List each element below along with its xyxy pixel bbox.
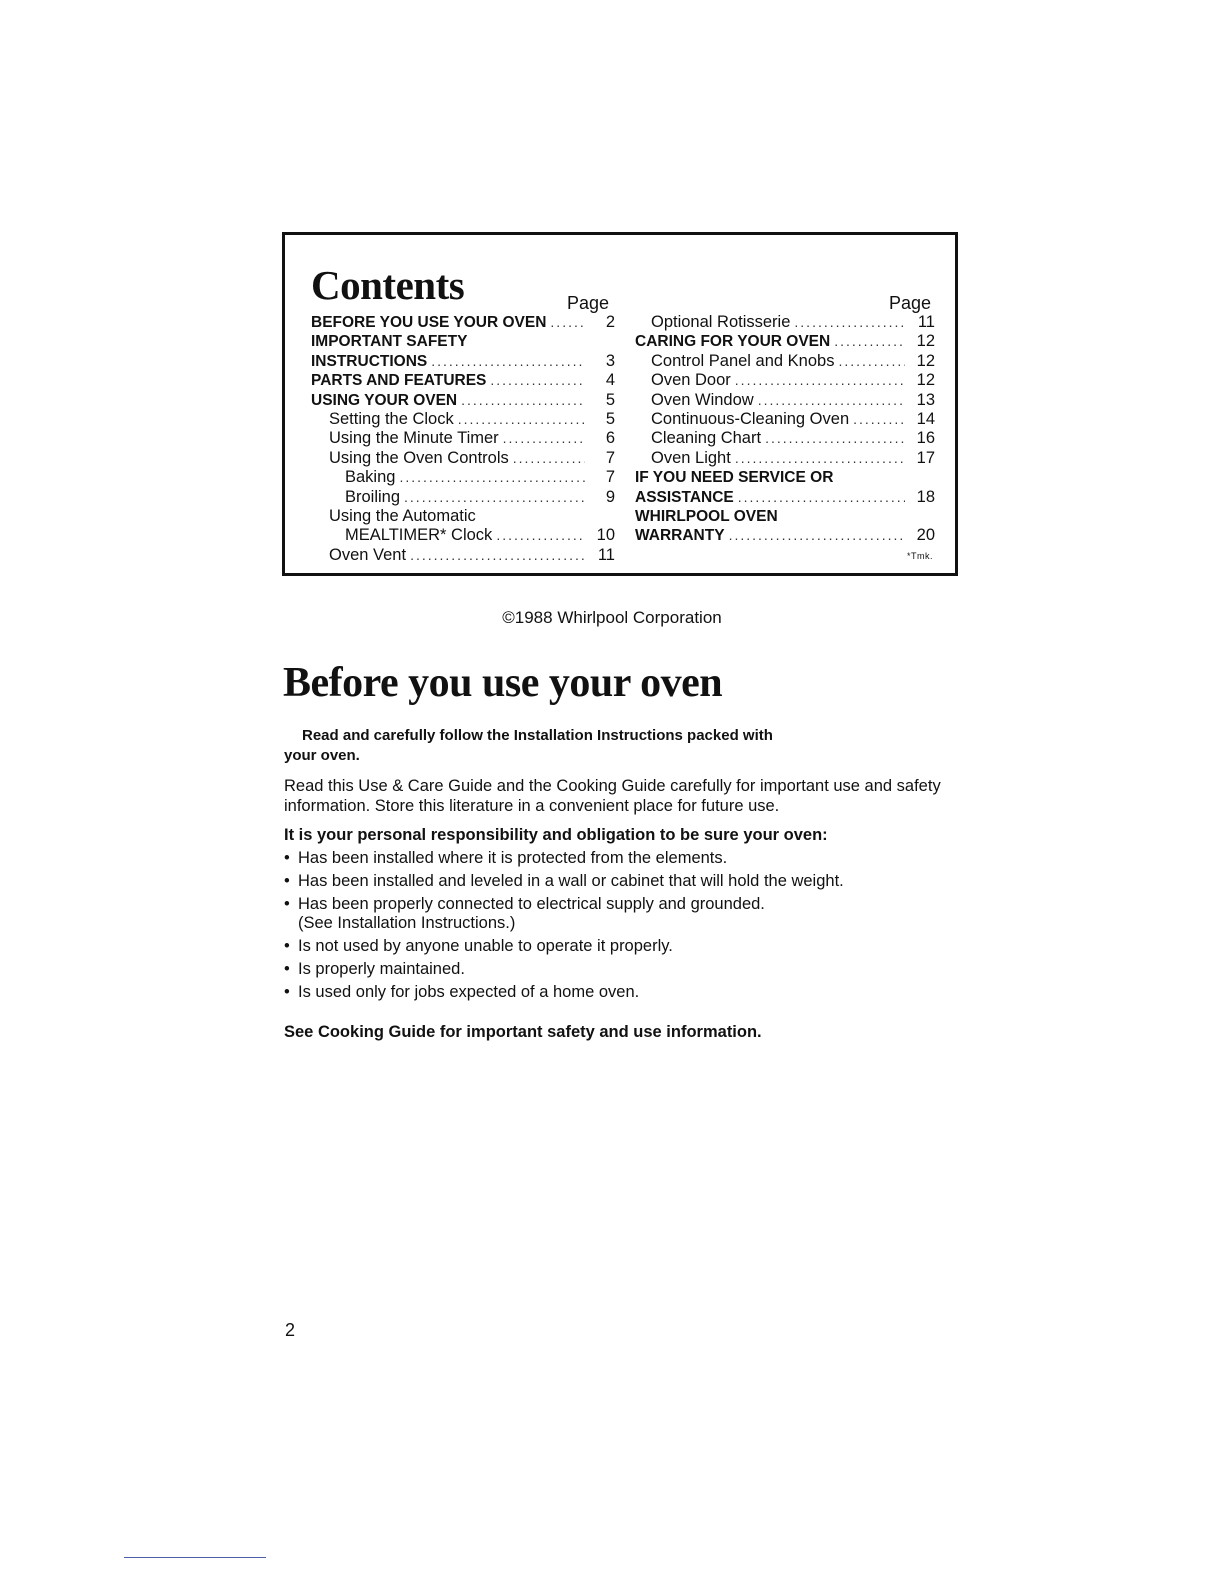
copyright-notice: ©1988 Whirlpool Corporation — [502, 608, 722, 627]
toc-entry-label: USING YOUR OVEN — [311, 391, 458, 409]
toc-entry-label: Cleaning Chart — [651, 429, 762, 448]
toc-entry-label: IF YOU NEED SERVICE OR — [635, 469, 834, 487]
toc-entry — [635, 449, 935, 468]
toc-leader-dots — [853, 410, 905, 429]
toc-leader-dots — [729, 526, 905, 545]
toc-entry-page: 12 — [916, 332, 935, 351]
toc-entry — [311, 546, 615, 565]
toc-entry-label: Oven Light — [651, 448, 731, 467]
list-item: • Is properly maintained. — [284, 960, 964, 979]
toc-entry — [635, 371, 935, 390]
list-item: • Has been properly connected to electrical supply and grounded. (See Installation Instructions.) — [284, 895, 964, 933]
toc-leader-dots — [550, 313, 585, 332]
toc-entry-page: 6 — [605, 429, 615, 448]
installation-instruction — [284, 726, 964, 766]
page-column-header-right: Page — [889, 293, 932, 313]
responsibility-heading: It is your personal responsibility and obligation to be sure your oven: — [284, 826, 828, 844]
closing-note: See Cooking Guide for important safety and use information. — [284, 1023, 762, 1041]
toc-leader-dots — [503, 429, 585, 448]
toc-entry-label: PARTS AND FEATURES — [311, 372, 487, 390]
toc-leader-dots — [461, 391, 585, 410]
toc-entry — [311, 488, 615, 507]
toc-entry-label: Broiling — [345, 487, 401, 506]
page-column-header-left: Page — [567, 293, 610, 313]
toc-entry — [635, 468, 935, 487]
toc-entry — [311, 391, 615, 410]
toc-entry-page: 16 — [916, 429, 935, 448]
toc-entry-page: 13 — [916, 390, 935, 409]
toc-entry-page: 7 — [605, 468, 615, 487]
toc-entry — [311, 449, 615, 468]
toc-entry-label: WHIRLPOOL OVEN — [635, 507, 778, 525]
toc-entry-label: ASSISTANCE — [635, 488, 734, 506]
toc-leader-dots — [838, 352, 905, 371]
section-title: Before you use your oven — [283, 660, 723, 706]
toc-leader-dots — [496, 526, 585, 545]
toc-entry-label: INSTRUCTIONS — [311, 352, 428, 370]
list-item: • Is not used by anyone unable to operate it properly. — [284, 937, 964, 956]
responsibility-list — [284, 849, 964, 1006]
toc-entry-page: 9 — [605, 487, 615, 506]
toc-entry-label: Using the Minute Timer — [329, 429, 499, 448]
toc-entry-label: Oven Door — [651, 371, 731, 390]
toc-entry-page: 14 — [916, 409, 935, 428]
toc-entry-page: 5 — [605, 390, 615, 409]
toc-entry — [635, 410, 935, 429]
toc-entry — [311, 507, 615, 526]
toc-entry — [635, 507, 935, 526]
toc-entry-page: 5 — [605, 409, 615, 428]
toc-entry-label: Oven Window — [651, 390, 754, 409]
toc-entry-label: Using the Oven Controls — [329, 448, 509, 467]
toc-entry-page: 7 — [605, 448, 615, 467]
toc-entry-page: 4 — [605, 371, 615, 390]
installation-instruction-line2: your oven. — [284, 747, 360, 764]
toc-leader-dots — [735, 371, 905, 390]
toc-entry-label: IMPORTANT SAFETY — [311, 333, 468, 351]
intro-paragraph: Read this Use & Care Guide and the Cooking Guide carefully for important use and safety information. Store this literature in a convenient place for future use. — [284, 777, 941, 815]
toc-leader-dots — [404, 488, 585, 507]
list-item: • Has been installed where it is protected from the elements. — [284, 849, 964, 868]
toc-leader-dots — [738, 488, 905, 507]
toc-entry — [635, 352, 935, 371]
toc-entry — [311, 352, 615, 371]
list-item: • Is used only for jobs expected of a home oven. — [284, 983, 964, 1002]
toc-entry-page: 17 — [916, 448, 935, 467]
toc-entry-label: Using the Automatic — [329, 506, 476, 525]
toc-entry — [635, 313, 935, 332]
toc-entry — [635, 391, 935, 410]
page-number: 2 — [285, 1320, 296, 1340]
toc-entry-page: 12 — [916, 351, 935, 370]
toc-leader-dots — [458, 410, 585, 429]
toc-entry — [311, 526, 615, 545]
toc-entry — [311, 410, 615, 429]
toc-entry-label: Optional Rotisserie — [651, 313, 791, 331]
toc-entry-page: 3 — [605, 351, 615, 370]
toc-entry — [635, 488, 935, 507]
toc-leader-dots — [834, 332, 905, 351]
toc-leader-dots — [399, 468, 585, 487]
toc-left-column — [311, 313, 615, 565]
toc-entry-page: 20 — [916, 526, 935, 545]
toc-entry-label: CARING FOR YOUR OVEN — [635, 333, 831, 351]
toc-leader-dots — [758, 391, 905, 410]
toc-leader-dots — [513, 449, 585, 468]
toc-entry-label: BEFORE YOU USE YOUR OVEN — [311, 314, 547, 331]
toc-entry — [311, 468, 615, 487]
table-of-contents — [282, 232, 958, 576]
toc-entry-label: MEALTIMER* Clock — [345, 526, 493, 545]
toc-entry — [635, 429, 935, 448]
toc-entry-page: 11 — [917, 313, 935, 331]
installation-instruction-line1: Read and carefully follow the Installation Instructions packed with — [302, 727, 773, 744]
toc-entry-page: 10 — [596, 526, 615, 545]
list-item: • Has been installed and leveled in a wall or cabinet that will hold the weight. — [284, 872, 964, 891]
toc-entry-label: WARRANTY — [635, 527, 725, 545]
toc-entry — [311, 371, 615, 390]
toc-entry-label: Baking — [345, 468, 396, 487]
toc-leader-dots — [490, 371, 585, 390]
toc-entry-label: Control Panel and Knobs — [651, 351, 835, 370]
toc-leader-dots — [735, 449, 905, 468]
footer-rule — [124, 1557, 266, 1558]
toc-right-column — [635, 313, 935, 546]
toc-leader-dots — [431, 352, 585, 371]
toc-entry-label: Continuous-Cleaning Oven — [651, 409, 850, 428]
toc-entry-label: Oven Vent — [329, 545, 407, 564]
toc-entry-page: 18 — [916, 487, 935, 506]
toc-entry-page: 2 — [605, 313, 615, 331]
toc-entry — [635, 332, 935, 351]
toc-title: Contents — [311, 262, 465, 308]
toc-leader-dots — [765, 429, 905, 448]
toc-leader-dots — [794, 313, 905, 332]
toc-entry-page: 12 — [916, 371, 935, 390]
toc-entry — [311, 332, 615, 351]
toc-leader-dots — [410, 546, 585, 565]
trademark-note: *Tmk. — [907, 551, 933, 561]
toc-entry — [635, 526, 935, 545]
toc-entry — [311, 429, 615, 448]
toc-entry — [311, 313, 615, 332]
toc-entry-label: Setting the Clock — [329, 409, 454, 428]
installation-reference-note: (See Installation Instructions.) — [298, 914, 516, 932]
toc-entry-page: 11 — [597, 545, 615, 564]
